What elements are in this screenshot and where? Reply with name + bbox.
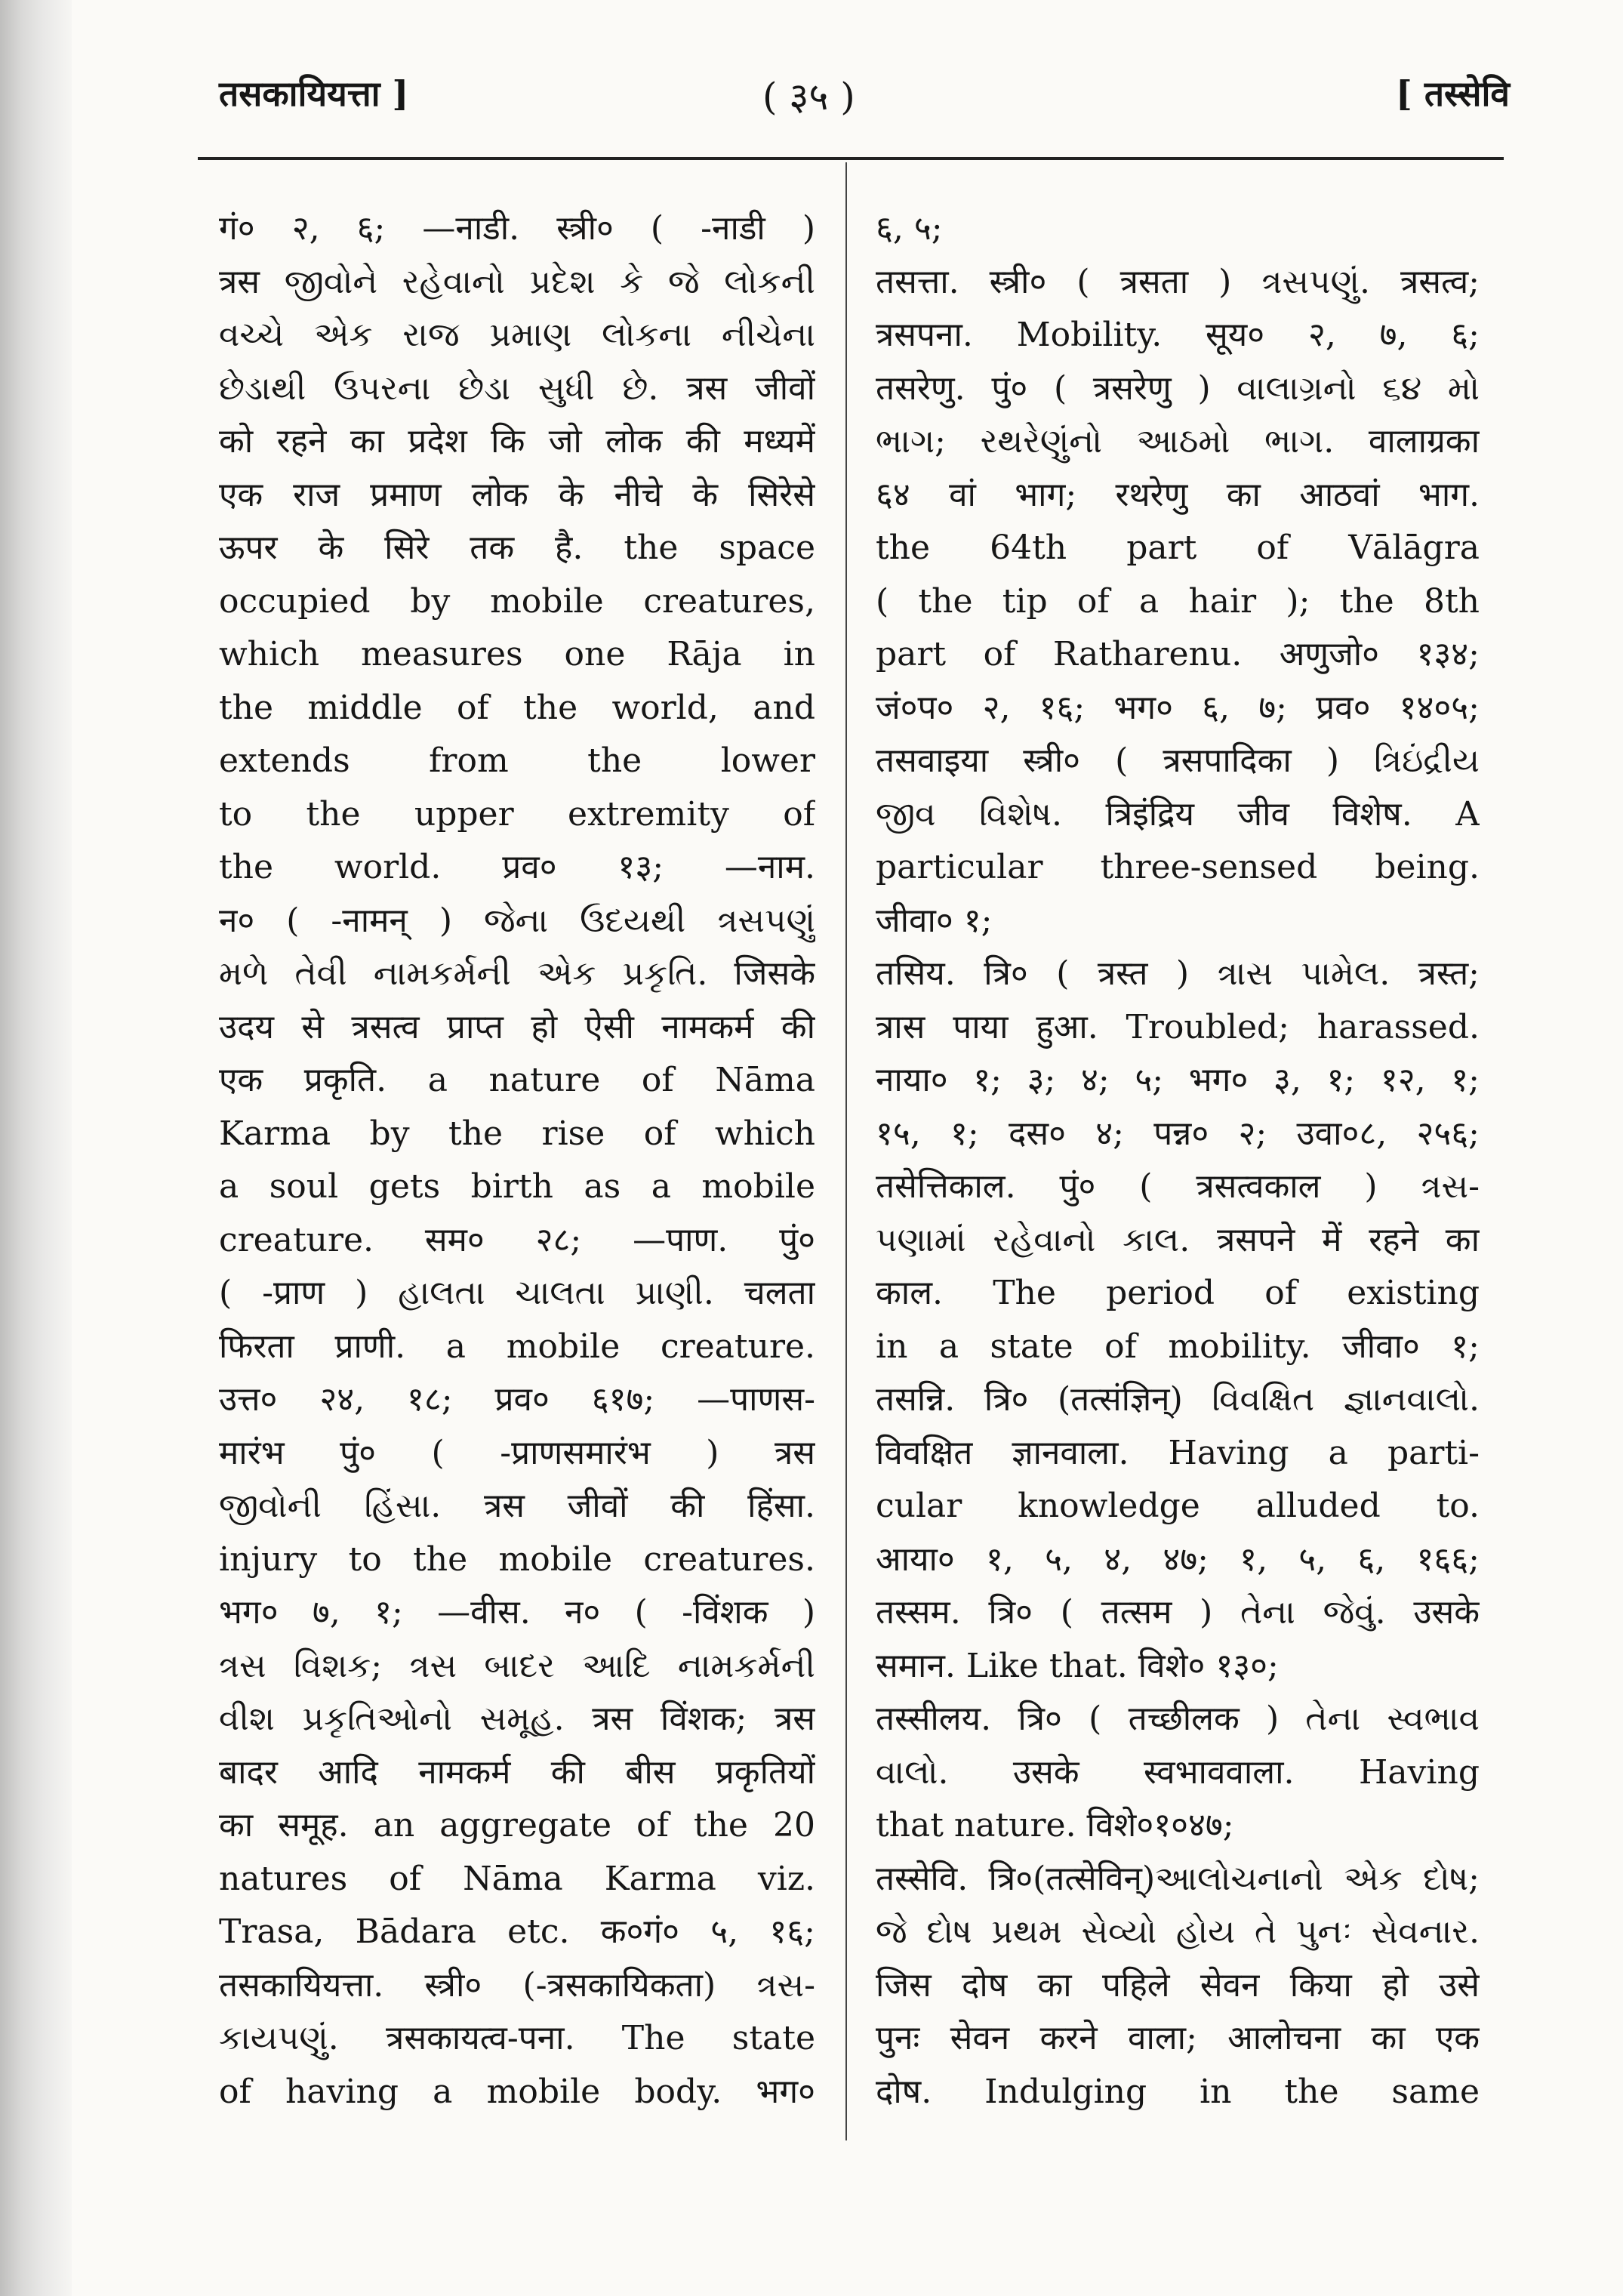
text-line: the middle of the world, and — [219, 688, 815, 727]
text-line: in a state of mobility. जीवा० १; — [876, 1327, 1480, 1366]
text-line: त्रसपना. Mobility. सूय० २, ७, ६; — [876, 316, 1480, 354]
text-line: एक राज प्रमाण लोक के नीचे के सिरेसे — [219, 475, 815, 514]
text-line: भग० ७, १; —वीस. न० ( -विंशक ) — [219, 1593, 815, 1632]
text-line: injury to the mobile creatures. — [219, 1539, 815, 1579]
text-line: particular three-sensed being. — [876, 848, 1480, 886]
text-line: तस्सीलय. त्रि० ( तच्छीलक ) તેના સ્વભાવ — [876, 1700, 1480, 1738]
text-line: natures of Nāma Karma viz. — [219, 1859, 815, 1898]
text-line: the 64th part of Vālāgra — [876, 529, 1480, 567]
text-line: दोष. Indulging in the same — [876, 2072, 1480, 2111]
text-line: त्रास पाया हुआ. Troubled; harassed. — [876, 1007, 1480, 1046]
running-header-left: तसकायियत्ता ] — [219, 73, 409, 114]
text-line: ( -प्राण ) હાલતા ચાલતા પ્રાણી. चलता — [219, 1274, 815, 1312]
text-line: गं० २, ६; —नाडी. स्त्री० ( -नाडी ) — [219, 209, 815, 248]
text-line: મળે તેવી નામકર્મની એક પ્રકૃતિ. जिसके — [219, 954, 815, 993]
text-line: जीवा० १; — [876, 901, 993, 940]
text-line: ભાગ; રથરેણુંનો આઠમો ભાગ. वालाग्रका — [876, 422, 1480, 461]
text-line: ६, ५; — [876, 209, 943, 248]
text-line: occupied by mobile creatures, — [219, 581, 815, 621]
text-line: तसरेणु. पुं० ( त्रसरेणु ) વાલાગ્રનો ૬૪ મો — [876, 368, 1480, 408]
text-line: ऊपर के सिरे तक है. the space — [219, 529, 815, 567]
text-line: जिस दोष का पहिले सेवन किया हो उसे — [876, 1965, 1480, 2005]
text-line: का समूह. an aggregate of the 20 — [219, 1806, 815, 1845]
text-line: फिरता प्राणी. a mobile creature. — [219, 1327, 815, 1366]
text-line: काल. The period of existing — [876, 1274, 1480, 1312]
text-line: that nature. विशे०१०४७; — [876, 1806, 1234, 1845]
text-line: तस्सम. त्रि० ( तत्सम ) તેના જેવું. उसके — [876, 1593, 1480, 1632]
text-line: तसत्ता. स्त्री० ( त्रसता ) ત્રસપણું. त्रसत्व; — [876, 262, 1480, 301]
text-line: तसन्नि. त्रि० (तत्संज्ञिन्) વિવક્ષિત જ્ઞાનવાલો. — [876, 1380, 1480, 1419]
left-column — [219, 202, 815, 2119]
text-line: Trasa, Bādara etc. क०गं० ५, १६; — [219, 1912, 815, 1951]
text-line: of having a mobile body. भग० — [219, 2072, 815, 2111]
text-line: त्रस જીવોને રહેવાનો પ્રદેશ કે જે લોકની — [219, 262, 815, 301]
text-line: વીશ પ્રકૃતિઓનો સમૂહ. त्रस विंशक; त्रस — [219, 1700, 815, 1738]
header-rule — [198, 157, 1504, 160]
text-line: છેડાથી ઉપરના છેડા સુધી છે. त्रस जीवों — [219, 368, 815, 408]
text-line: ત્રસ વિશક; ત્રસ બાદર આદિ નામકર્મની — [219, 1646, 815, 1685]
text-line: to the upper extremity of — [219, 794, 815, 834]
column-divider — [845, 162, 847, 2140]
text-line: को रहने का प्रदेश कि जो लोक की मध्यमें — [219, 422, 815, 461]
text-line: ( the tip of a hair ); the 8th — [876, 581, 1480, 621]
text-line: समान. Like that. विशे० १३०; — [876, 1646, 1279, 1685]
text-line: વચ્ચે એક રાજ પ્રમાણ લોકના નીચેના — [219, 316, 815, 354]
text-line: तसेत्तिकाल. पुं० ( त्रसत्वकाल ) ત્રસ- — [876, 1167, 1480, 1206]
text-line: १५, १; दस० ४; पन्न० २; उवा०८, २५६; — [876, 1114, 1480, 1153]
text-line: extends from the lower — [219, 741, 815, 780]
text-line: a soul gets birth as a mobile — [219, 1167, 815, 1206]
text-line: વાલો. उसके स्वभाववाला. Having — [876, 1752, 1480, 1792]
text-line: જે દોષ પ્રથમ સેવ્યો હોય તે પુનઃ સેવનાર. — [876, 1912, 1480, 1951]
right-column — [876, 202, 1480, 2119]
text-line: उत्त० २४, १८; प्रव० ६१७; —पाणस- — [219, 1380, 815, 1419]
text-line: पुनः सेवन करने वाला; आलोचना का एक — [876, 2019, 1480, 2057]
text-line: तस्सेवि. त्रि०(तत्सेविन्)આલોચનાનો એક દોષ; — [876, 1859, 1480, 1898]
text-line: उदय से त्रसत्व प्राप्त हो ऐसी नामकर्म की — [219, 1007, 815, 1046]
page-binding-shadow — [0, 0, 72, 2296]
text-line: तसकायियत्ता. स्त्री० (-त्रसकायिकता) ત્રસ- — [219, 1965, 815, 2005]
text-line: एक प्रकृति. a nature of Nāma — [219, 1061, 815, 1099]
text-line: the world. प्रव० १३; —नाम. — [219, 848, 815, 886]
text-line: which measures one Rāja in — [219, 635, 815, 673]
text-line: आया० १, ५, ४, ४७; १, ५, ६, १६६; — [876, 1539, 1480, 1579]
page-number: ( ३५ ) — [762, 75, 855, 119]
text-line: मारंभ पुं० ( -प्राणसमारंभ ) त्रस — [219, 1433, 815, 1472]
text-line: विवक्षित ज्ञानवाला. Having a parti- — [876, 1433, 1480, 1472]
running-header-right: [ तस्सेवि — [1396, 73, 1510, 114]
text-line: तसिय. त्रि० ( त्रस्त ) ત્રાસ પામેલ. त्रस्त; — [876, 954, 1480, 993]
text-line: પણામાં રહેવાનો કાલ. त्रसपने में रहने का — [876, 1220, 1480, 1259]
text-line: creature. सम० २८; —पाण. पुं० — [219, 1220, 815, 1259]
text-line: नाया० १; ३; ४; ५; भग० ३, १; १२, १; — [876, 1061, 1480, 1099]
text-line: part of Ratharenu. अणुजो० १३४; — [876, 635, 1480, 673]
text-line: કાયપણું. त्रसकायत्व-पना. The state — [219, 2019, 815, 2057]
text-line: cular knowledge alluded to. — [876, 1487, 1480, 1525]
text-line: तसवाइया स्त्री० ( त्रसपादिका ) ત્રિઇંદ્રીય — [876, 741, 1480, 780]
text-line: ६४ वां भाग; रथरेणु का आठवां भाग. — [876, 475, 1480, 514]
text-line: જીવ વિશેષ. त्रिइंद्रिय जीव विशेष. A — [876, 794, 1480, 834]
text-line: न० ( -नामन् ) જેના ઉદયથી ત્રસપણું — [219, 901, 815, 940]
text-line: જીવોની હિંસા. त्रस जीवों की हिंसा. — [219, 1487, 815, 1525]
text-line: Karma by the rise of which — [219, 1114, 815, 1153]
text-line: बादर आदि नामकर्म की बीस प्रकृतियों — [219, 1752, 815, 1792]
text-line: जं०प० २, १६; भग० ६, ७; प्रव० १४०५; — [876, 688, 1480, 727]
